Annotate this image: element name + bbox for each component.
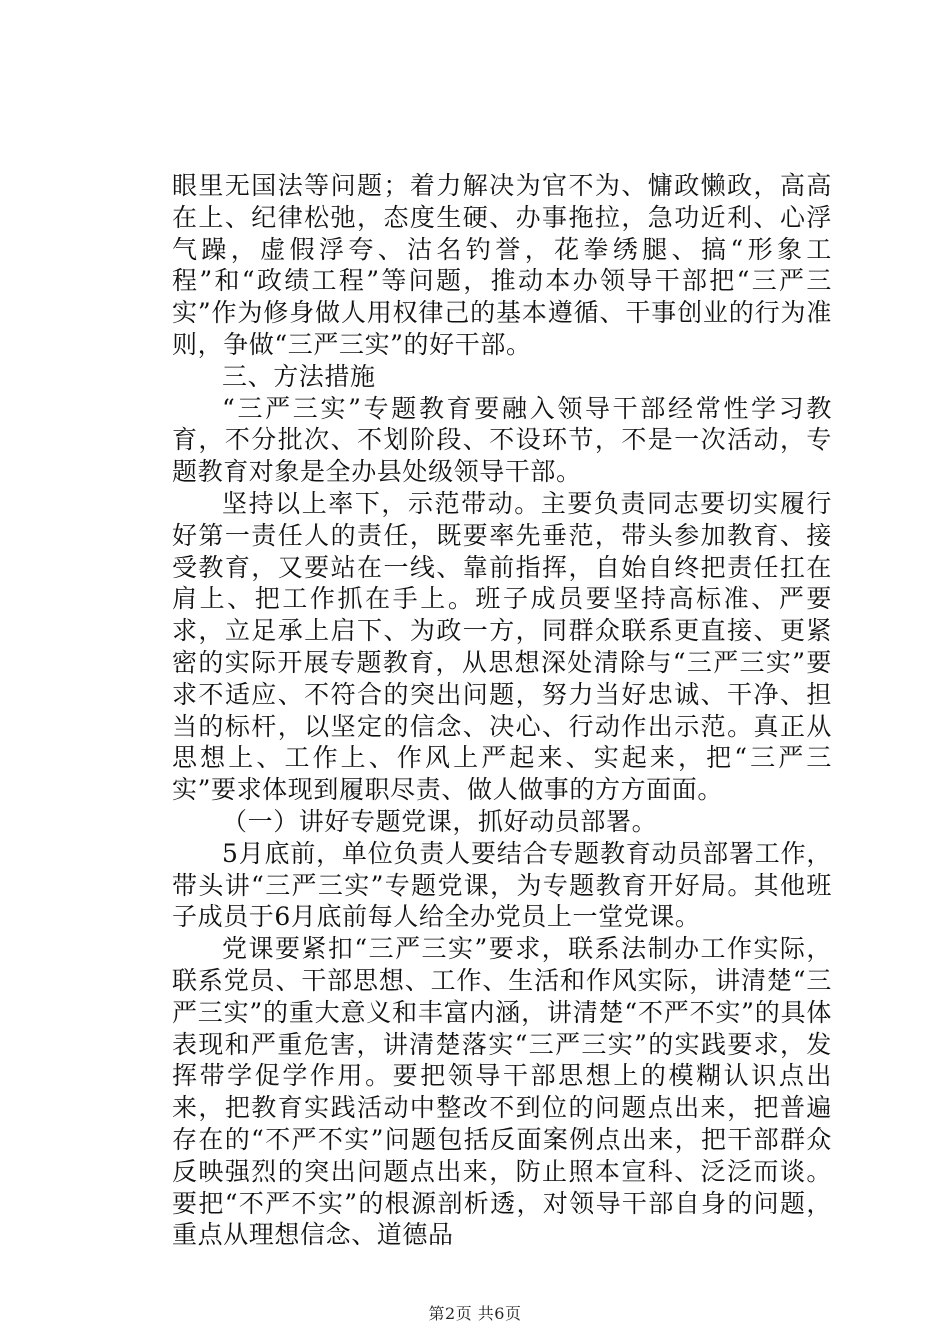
subsection-heading-party-lecture: （一）讲好专题党课，抓好动员部署。: [222, 806, 658, 836]
document-body: [172, 170, 832, 1251]
section-heading-methods: 三、方法措施: [222, 361, 376, 391]
paragraph-scope: “三严三实”专题教育要融入领导干部经常性学习教育，不分批次、不划阶段、不设环节，不是一次活动，专题教育对象是全办县处级领导干部。: [172, 393, 832, 487]
page-number-footer: 第2页 共6页: [428, 1304, 522, 1323]
paragraph-continuation: 眼里无国法等问题；着力解决为官不为、慵政懒政，高高在上、纪律松弛，态度生硬、办事拖拉，急功近利、心浮气躁，虚假浮夸、沽名钓誉，花拳绣腿、搞“形象工程”和“政绩工程”等问题，推动本办领导干部把“三严三实”作为修身做人用权律己的基本遵循、干事创业的行为准则，争做“三严三实”的好干部。: [172, 171, 832, 359]
paragraph-deadline: 5月底前，单位负责人要结合专题教育动员部署工作，带头讲“三严三实”专题党课，为专题教育开好局。其他班子成员于6月底前每人给全办党员上一堂党课。: [172, 838, 832, 932]
paragraph-leadership: 坚持以上率下，示范带动。主要负责同志要切实履行好第一责任人的责任，既要率先垂范，带头参加教育、接受教育，又要站在一线、靠前指挥，自始自终把责任扛在肩上、把工作抓在手上。班子成员要坚持高标准、严要求，立足承上启下、为政一方，同群众联系更直接、更紧密的实际开展专题教育，从思想深处清除与“三严三实”要求不适应、不符合的突出问题，努力当好忠诚、干净、担当的标杆，以坚定的信念、决心、行动作出示范。真正从思想上、工作上、作风上严起来、实起来，把“三严三实”要求体现到履职尽责、做人做事的方方面面。: [172, 488, 832, 805]
paragraph-lecture-requirements: 党课要紧扣“三严三实”要求，联系法制办工作实际，联系党员、干部思想、工作、生活和作风实际，讲清楚“三严三实”的重大意义和丰富内涵，讲清楚“不严不实”的具体表现和严重危害，讲清楚落实“三严三实”的实践要求，发挥带学促学作用。要把领导干部思想上的模糊认识点出来，把教育实践活动中整改不到位的问题点出来，把普遍存在的“不严不实”问题包括反面案例点出来，把干部群众反映强烈的突出问题点出来，防止照本宣科、泛泛而谈。要把“不严不实”的根源剖析透，对领导干部自身的问题，重点从理想信念、道德品: [172, 934, 832, 1250]
